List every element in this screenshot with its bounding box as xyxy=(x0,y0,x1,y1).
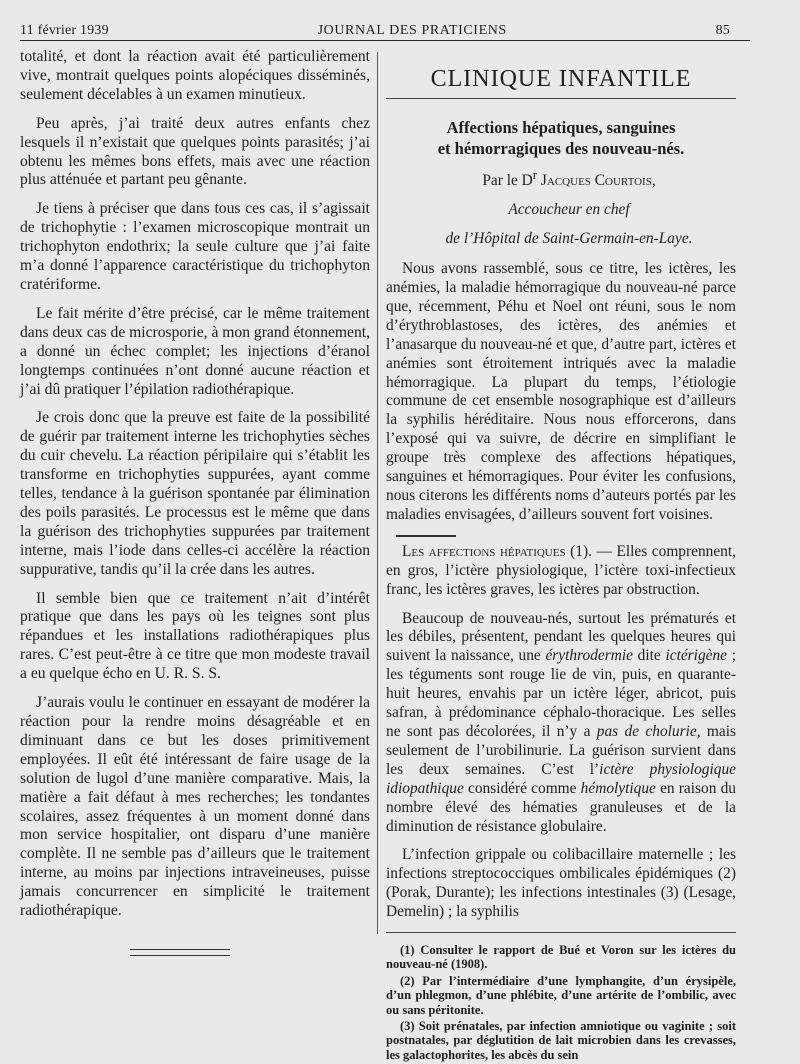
running-head xyxy=(20,17,730,39)
intro-paragraph: Nous avons rassemblé, sous ce titre, les ictères, les anémies, la maladie hémorragique du nouveau-né parce que, récemment, Péhu et Noel ont réuni, sous le nom d’érythroblastoses, des ictères, des anémies et l’anasarque du nouveau-né et que, d’autre part, ictères et anémies sont étroitement intriqués avec la maladie hémorragique. La plupart du temps, l’étiologie commune de cet ensemble nosographique est d’ailleurs la syphilis héréditaire. Nous nous efforcerons, dans l’exposé qui va suivre, de décrire en simplifiant le groupe très complexe des affections hépatiques, sanguines et hémorragiques. Pour éviter les confusions, nous citerons les différents noms d’auteurs portés par les maladies envisagées, d’ailleurs souvent fort voisines. xyxy=(386,260,736,523)
page-number: 85 xyxy=(715,23,730,38)
left-paragraph: Le fait mérite d’être précisé, car le même traitement dans deux cas de microsporie, à mon grand étonnement, a donné un échec complet; les injections d’éranol longtemps continuées n’ont donné aucune réaction et j’ai dû pratiquer l’épilation radiothérapique. xyxy=(20,304,370,398)
left-paragraph: Peu après, j’ai traité deux autres enfants chez lesquels il n’existait que quelques points parasités; j’ai obtenu les mêmes bons effets, mais avec une réaction plus atténuée et partant peu gênante. xyxy=(20,114,370,189)
header-rule xyxy=(20,40,750,41)
author-role: Accoucheur en chef xyxy=(508,201,630,219)
footnote: (2) Par l’intermédiaire d’une lymphangite, d’un érysipèle, d’un phlegmon, d’une phlébite, d’une artérite de l’ombilic, avec ou sans péritonite. xyxy=(386,973,736,1017)
footnote-rule xyxy=(386,932,736,933)
article-title xyxy=(386,117,736,159)
section-rule xyxy=(386,98,736,99)
footnote: (3) Soit prénatales, par infection amniotique ou vaginite ; soit postnatales, par déglutition de lait microbien dans les crevasses, les galactophorites, les abcès du sein xyxy=(386,1019,736,1062)
body-paragraph: Les affections hépatiques (1). — Elles comprennent, en gros, l’ictère physiologique, l’ictère toxi-infectieux franc, les ictères graves, les ictères par obstruction. xyxy=(386,542,736,598)
column-divider xyxy=(377,52,378,934)
article-title-line: et hémorragiques des nouveau-nés. xyxy=(437,139,685,158)
body-paragraph: L’infection grippale ou colibacillaire maternelle ; les infections streptococciques ombilicales épidémiques (2) (Porak, Durante); les infections intestinales (3) (Lesage, Demelin) ; la syphilis xyxy=(386,846,736,921)
footnote: (1) Consulter le rapport de Bué et Voron sur les ictères du nouveau-né (1908). xyxy=(386,943,736,972)
left-paragraph: Il semble bien que ce traitement n’ait d’intérêt pratique que dans les pays où les teignes sont plus répandues et les installations radiothérapiques plus rares. C’est peut-être à ce titre que mon modeste travail a eu quelque écho en U. R. S. S. xyxy=(20,589,370,683)
issue-date: 11 février 1939 xyxy=(20,23,109,38)
left-column xyxy=(20,48,370,931)
end-rule xyxy=(130,949,230,956)
section-title: CLINIQUE INFANTILE xyxy=(430,66,692,92)
short-rule xyxy=(396,535,456,537)
left-paragraph: totalité, et dont la réaction avait été particulièrement vive, montrait quelques points alopéciques disséminés, seulement décelables à un examen minutieux. xyxy=(20,48,370,103)
article-title-line: Affections hépatiques, sanguines xyxy=(446,118,676,137)
right-column xyxy=(386,48,736,1064)
journal-title: JOURNAL DES PRATICIENS xyxy=(317,23,507,38)
left-paragraph: Je tiens à préciser que dans tous ces cas, il s’agissait de trichophytie : l’examen microscopique montrait un trichophyton endothrix; la seule culture que j’ai faite m’a donné l’apparence caractéristique du trichophyton cratériforme. xyxy=(20,200,370,293)
footnotes xyxy=(386,943,736,1062)
subsection-heading: Les affections hépatiques xyxy=(402,542,566,560)
body-paragraph: Beaucoup de nouveau-nés, surtout les prématurés et les débiles, présentent, pendant les quelques heures qui suivent la naissance, une érythrodermie dite ictérigène ; les téguments sont rouge lie de vin, puis, en quarante-huit heures, envahis par un ictère léger, abricot, puis safran, à prédominance céphalo-thoracique. Les selles ne sont pas décolorées, il n’y a pas de cholurie, mais seulement de l’urobilinurie. La guérison survient dans les deux semaines. C’est l’ictère physiologique idiopathique considéré comme hémolytique en raison du nombre élevé des hématies granuleuses et de la diminution de résistance globulaire. xyxy=(386,609,737,835)
author-name: Jacques Courtois, xyxy=(540,172,656,190)
byline xyxy=(386,166,736,248)
left-paragraph: J’aurais voulu le continuer en essayant de modérer la réaction pour la rendre moins désagréable et en diminuant dans ce but les doses primitivement employées. Il eût été intéressant de faire usage de la solution de lugol d’une manière comparative. Mais, la matière a fait défaut à mes recherches; les tondantes scolaires, assez fréquentes à un moment donné dans mon service hospitalier, ont disparu d’une manière complète. Il ne semble pas d’ailleurs que le traitement interne, au moins par injections intraveineuses, puisse jamais concurrencer en simplicité le traitement radiothérapique. xyxy=(20,694,370,920)
author-hospital: de l’Hôpital de Saint-Germain-en-Laye. xyxy=(445,230,693,248)
left-paragraph: Je crois donc que la preuve est faite de la possibilité de guérir par traitement interne les trichophyties sèches du cuir chevelu. La réaction péripilaire qui s’établit les transforme en trichophyties suppurées, ayant comme telles, tendance à la guérison spontanée par élimination des poils parasités. Le processus est le même que dans la guérison des trichophyties suppurées par traitement interne, mais l’iode dans celles-ci accélère la réaction suppurative, tandis qu’il la crée dans les autres. xyxy=(20,409,370,578)
author-line: Par le $D^r$ Jacques Courtois, xyxy=(482,168,656,190)
